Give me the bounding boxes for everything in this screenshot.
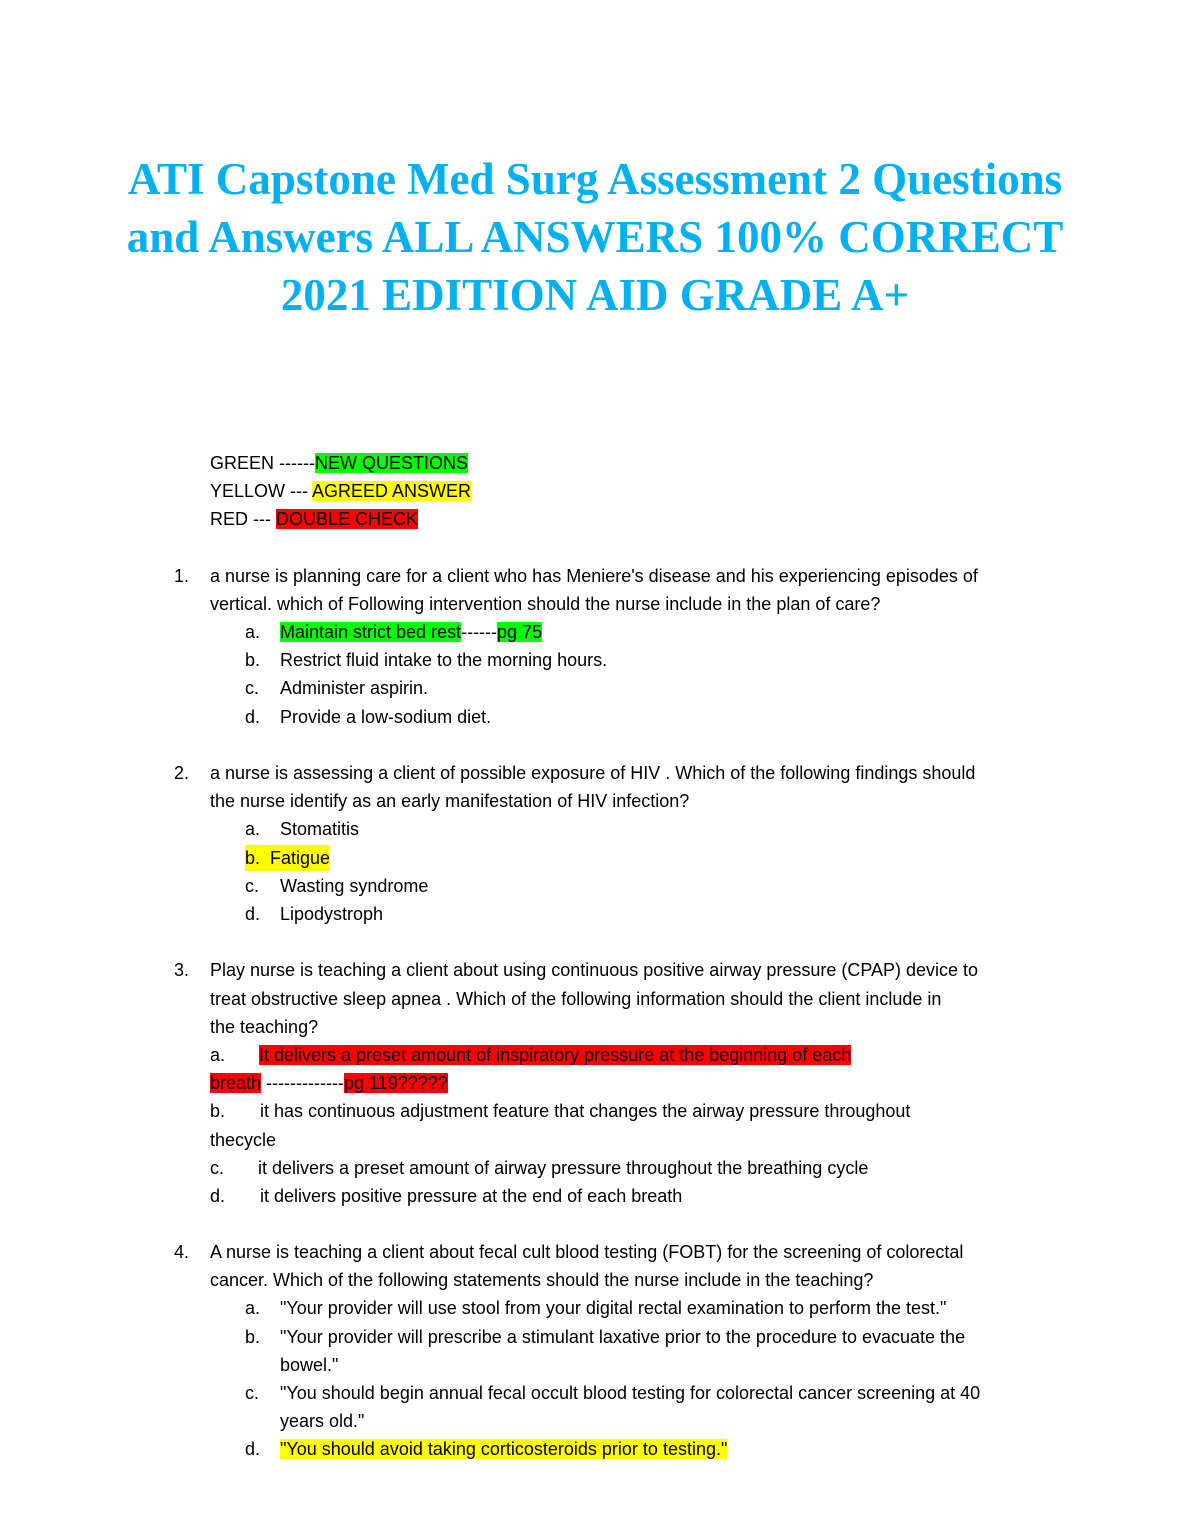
option-letter: c. <box>245 876 260 896</box>
option-letter: a. <box>210 1045 226 1065</box>
option-note: pg 119????? <box>343 1073 448 1093</box>
option-letter: a. <box>245 622 261 642</box>
option-letter: a. <box>245 1298 261 1318</box>
option-letter: d. <box>245 707 261 727</box>
option-text: Stomatitis <box>280 819 360 839</box>
question-stem-line: a nurse is assessing a client of possible exposure of HIV . Which of the following findings should <box>210 763 976 783</box>
document-title: ATI Capstone Med Surg Assessment 2 Questions and Answers ALL ANSWERS 100% CORRECT 2021 EDITION AID GRADE A+ <box>126 154 1064 320</box>
legend-yellow-value: AGREED ANSWER <box>312 481 472 501</box>
option-letter: b. <box>245 650 261 670</box>
option-text: it has continuous adjustment feature that changes the airway pressure throughout <box>260 1101 911 1121</box>
legend-red-value: DOUBLE CHECK <box>276 509 419 529</box>
option-text: "Your provider will use stool from your digital rectal examination to perform the test." <box>280 1298 947 1318</box>
question-stem-line: A nurse is teaching a client about fecal cult blood testing (FOBT) for the screening of colorectal <box>210 1242 964 1262</box>
option-dashes: ------------- <box>261 1073 344 1093</box>
option-letter: b. <box>245 1327 261 1347</box>
option-letter: a. <box>245 819 261 839</box>
legend-yellow <box>210 478 471 504</box>
option-text: Fatigue <box>270 848 331 868</box>
option-text: "Your provider will prescribe a stimulant laxative prior to the procedure to evacuate the <box>280 1327 966 1347</box>
option-letter: d. <box>245 1439 261 1459</box>
question-number: 2. <box>174 763 190 783</box>
option-letter: d. <box>210 1186 226 1206</box>
legend-yellow-label: YELLOW --- <box>210 481 313 501</box>
option-text: it delivers a preset amount of airway pressure throughout the breathing cycle <box>258 1158 869 1178</box>
option-text: thecycle <box>210 1130 277 1150</box>
option-letter: b. <box>210 1101 226 1121</box>
option-note: pg 75 <box>497 622 543 642</box>
option-text: "You should avoid taking corticosteroids prior to testing." <box>280 1439 728 1459</box>
legend-red <box>210 506 418 532</box>
option-letter: c. <box>245 1383 260 1403</box>
option-letter: d. <box>245 904 261 924</box>
option-dashes: ------ <box>461 622 498 642</box>
option-text: breath <box>210 1073 262 1093</box>
question-stem-line: cancer. Which of the following statements should the nurse include in the teaching? <box>210 1270 874 1290</box>
option-letter: b. <box>245 848 261 868</box>
option-answer <box>280 619 542 645</box>
legend-green-value: NEW QUESTIONS <box>314 453 468 473</box>
option-text: Maintain strict bed rest <box>280 622 462 642</box>
option-text: it delivers positive pressure at the end of each breath <box>260 1186 683 1206</box>
question-stem-line: Play nurse is teaching a client about using continuous positive airway pressure (CPAP) device to <box>210 960 979 980</box>
legend-green <box>210 450 468 476</box>
legend-red-label: RED --- <box>210 509 276 529</box>
option-text: "You should begin annual fecal occult blood testing for colorectal cancer screening at 40 <box>280 1383 981 1403</box>
question-stem-line: treat obstructive sleep apnea . Which of the following information should the client include in <box>210 989 942 1009</box>
option-letter: c. <box>245 678 260 698</box>
option-answer <box>259 1042 851 1068</box>
question-number: 1. <box>174 566 190 586</box>
legend-green-label: GREEN ------ <box>210 453 315 473</box>
question-stem-line: the nurse identify as an early manifestation of HIV infection? <box>210 791 690 811</box>
question-stem-line: the teaching? <box>210 1017 319 1037</box>
option-text: bowel." <box>280 1355 339 1375</box>
option-answer-continued <box>210 1070 448 1096</box>
option-answer <box>245 845 330 871</box>
option-text: Provide a low-sodium diet. <box>280 707 492 727</box>
option-letter: c. <box>210 1158 225 1178</box>
question-number: 4. <box>174 1242 190 1262</box>
question-number: 3. <box>174 960 190 980</box>
question-stem-line: a nurse is planning care for a client who has Meniere's disease and his experiencing episodes of <box>210 566 978 586</box>
option-text: Administer aspirin. <box>280 678 429 698</box>
option-text: It delivers a preset amount of inspiratory pressure at the beginning of each <box>259 1045 852 1065</box>
option-text: Lipodystroph <box>280 904 384 924</box>
option-text: years old." <box>280 1411 365 1431</box>
option-text: Wasting syndrome <box>280 876 429 896</box>
option-text: Restrict fluid intake to the morning hours. <box>280 650 608 670</box>
question-stem-line: vertical. which of Following intervention should the nurse include in the plan of care? <box>210 594 881 614</box>
option-answer <box>280 1436 727 1462</box>
